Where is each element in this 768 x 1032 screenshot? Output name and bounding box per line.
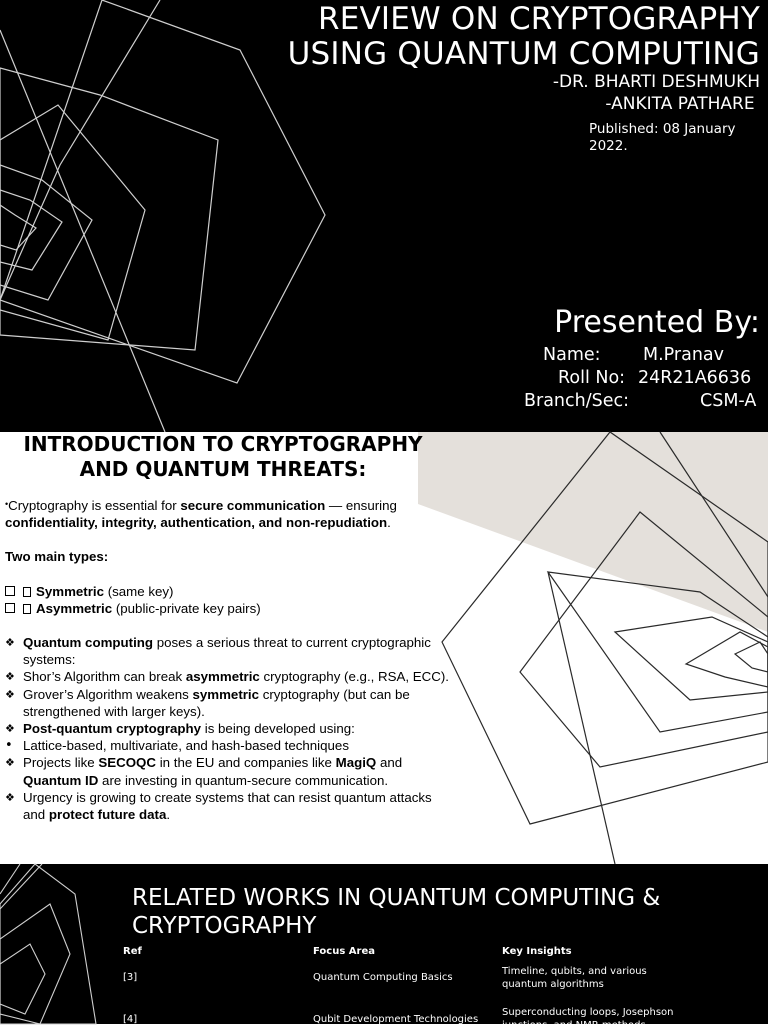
list-item <box>5 634 450 668</box>
b1-text: poses a serious threat to current cryptographic systems: <box>23 635 431 668</box>
glyph-box-icon <box>23 604 31 614</box>
name-label: Name: <box>543 345 601 365</box>
list-item <box>5 720 450 737</box>
diamond-bullet-icon: ❖ <box>5 670 15 684</box>
table-cell-focus: Quantum Computing Basics <box>313 972 453 983</box>
table-cell-insight: Superconducting loops, Josephson junctions, and NMR methods <box>502 1007 674 1031</box>
two-types-heading <box>5 548 450 565</box>
published-date: Published: 08 January 2022. <box>589 121 736 154</box>
section-title-line-2: AND QUANTUM THREATS: <box>79 457 367 481</box>
list-item-asymmetric <box>5 600 450 617</box>
diamond-bullet-icon: ❖ <box>5 722 15 736</box>
branch-label: Branch/Sec: <box>524 391 630 411</box>
b6-bold: SECOQC <box>98 755 157 771</box>
author-1: -DR. BHARTI DESHMUKH <box>552 72 760 92</box>
presentation-title <box>140 2 760 72</box>
two-types-text: Two main types: <box>5 549 109 565</box>
authors <box>553 71 760 115</box>
p1-end: . <box>387 515 391 531</box>
checkbox-icon <box>5 600 21 617</box>
roll-value: 24R21A6636 <box>638 368 752 388</box>
b6-text-4: are investing in quantum-secure communication. <box>98 772 389 788</box>
title-slide <box>0 0 768 432</box>
p1-bold: secure communication <box>180 498 326 513</box>
b6-bold-3: Quantum ID <box>23 772 99 788</box>
b6-text-3: and <box>376 755 403 771</box>
author-2: -ANKITA PATHARE <box>605 94 760 114</box>
diamond-bullet-icon: ❖ <box>5 687 15 701</box>
table-cell-insight: Timeline, qubits, and various quantum algorithms <box>502 966 647 990</box>
checkbox-icon <box>5 583 21 600</box>
b2-text-2: cryptography (e.g., RSA, ECC). <box>259 669 449 685</box>
diamond-bullet-icon: ❖ <box>5 636 15 650</box>
table-cell-ref: [3] <box>123 972 138 983</box>
p1-bold-2: confidentiality, integrity, authentication, and non-repudiation <box>5 515 388 531</box>
section-title <box>0 432 446 482</box>
column-header-ref: Ref <box>123 946 142 957</box>
roll-label: Roll No: <box>558 368 626 388</box>
symmetric-bold: Symmetric <box>36 583 104 599</box>
b3-text: Grover’s Algorithm weakens <box>23 686 193 702</box>
table-cell-ref: [4] <box>123 1014 138 1025</box>
title-line-1: REVIEW ON CRYPTOGRAPHY <box>317 1 760 37</box>
section-title-line-1: INTRODUCTION TO CRYPTOGRAPHY <box>23 432 423 456</box>
b4-text: is being developed using: <box>201 721 355 737</box>
bullet-dot: • <box>5 499 9 509</box>
b2-text: Shor’s Algorithm can break <box>23 669 186 685</box>
table-cell-focus: Qubit Development Technologies <box>313 1014 479 1025</box>
title-line-2: USING QUANTUM COMPUTING <box>287 36 760 72</box>
p1-text: Cryptography is essential for <box>8 498 181 513</box>
list-item <box>5 737 450 754</box>
b3-text-2: cryptography (but can be strengthened with larger keys). <box>23 686 410 719</box>
b6-text: Projects like <box>23 755 99 771</box>
diamond-bullet-icon: ❖ <box>5 756 15 770</box>
round-bullet-icon: • <box>5 738 13 754</box>
column-header-focus-area: Focus Area <box>313 946 375 957</box>
b5-text: Lattice-based, multivariate, and hash-based techniques <box>23 738 349 754</box>
related-works-slide <box>0 864 768 1031</box>
introduction-slide <box>0 432 768 864</box>
column-header-key-insights: Key Insights <box>502 946 572 957</box>
diamond-bullet-icon: ❖ <box>5 790 15 804</box>
list-item <box>5 686 450 720</box>
asymmetric-bold: Asymmetric <box>36 600 113 616</box>
intro-body <box>5 496 450 823</box>
b7-text: Urgency is growing to create systems that can resist quantum attacks and <box>23 789 432 823</box>
symmetric-text: (same key) <box>104 583 174 599</box>
b1-bold: Quantum computing <box>23 635 154 651</box>
list-item-symmetric <box>5 583 450 600</box>
list-item <box>5 789 450 823</box>
b7-bold: protect future data <box>48 807 167 823</box>
name-value: M.Pranav <box>643 345 724 365</box>
list-item <box>5 754 450 788</box>
related-works-title: RELATED WORKS IN QUANTUM COMPUTING & CRYPTOGRAPHY <box>132 885 661 939</box>
b4-bold: Post-quantum cryptography <box>23 721 202 737</box>
branch-value: CSM-A <box>700 391 757 411</box>
glyph-box-icon <box>23 587 31 597</box>
asymmetric-text: (public-private key pairs) <box>112 600 261 616</box>
b2-bold: asymmetric <box>185 669 260 685</box>
b7-text-2: . <box>166 807 171 823</box>
b3-bold: symmetric <box>192 686 260 702</box>
b6-bold-2: MagiQ <box>335 755 377 771</box>
presented-by-heading: Presented By: <box>554 305 760 340</box>
list-item <box>5 668 450 685</box>
p1-text-2: — ensuring <box>325 498 397 513</box>
b6-text-2: in the EU and companies like <box>156 755 336 771</box>
intro-paragraph <box>5 496 450 531</box>
